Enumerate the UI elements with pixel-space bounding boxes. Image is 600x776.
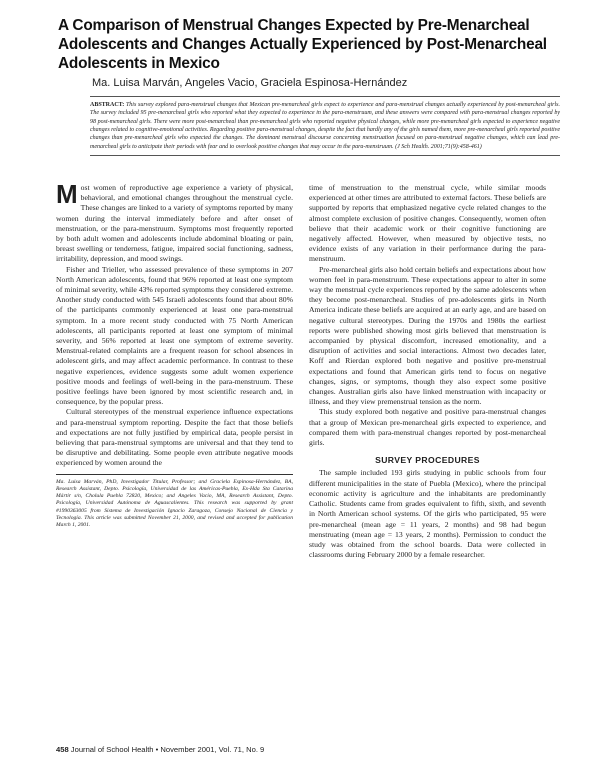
page-number: 458 [56, 745, 69, 754]
author-list: Ma. Luisa Marván, Angeles Vacio, Graciela Espinosa-Hernández [92, 77, 408, 89]
body-paragraph: The sample included 193 girls studying in public schools from four different municipalities in the state of Puebla (Mexico), where the principal economic activity is agriculture and the inhabitants are predominantly Catholic. Students came from grades equivalent to fifth, sixth, and seventh in North American school systems. Of the girls who participated, 95 were pre-menarcheal (mean age = 11 years, 2 months) and 98 had begun menstruating (mean age = 13 years, 2 months). Permission to conduct the study was obtained from the school boards. Data were collected in classrooms during February 2000 by a female researcher. [309, 468, 546, 560]
journal-citation: Journal of School Health • November 2001, Vol. 71, No. 9 [70, 745, 265, 754]
drop-cap: M [56, 179, 78, 209]
intro-paragraph-text: ost women of reproductive age experience a variety of physical, behavioral, and emotional changes throughout the menstrual cycle. These changes are linked to a variety of symptoms reported by many women during the interval immediately before and after onset of menstruation, or the para-menstruum. Symptoms most frequently reported by both adult women and adolescents include abdominal bloating or pain, breast swelling or tenderness, fatigue, impaired social functioning, sadness, irritability, depression, and mood swings. [56, 183, 293, 264]
abstract-text: This survey explored para-menstrual changes that Mexican pre-menarcheal girls expect to experience and para-menstrual changes actually experienced by post-menarcheal girls. The survey included 95 pre-menarcheal girls who reported what they expected to experience in the para-menstruum, and these answers were compared with para-menstrual changes reported by 98 post-menarcheal girls. There were more post-menarcheal than pre-menarcheal girls who reported negative physical changes, while more pre-menarcheal girls expected to experience negative changes related to cognitive-emotional activities. Regarding positive para-menstrual changes, despite the fact that hardly any of the girls named them, more pre-menarcheal girls reported positive changes than pre-menarcheal girls who expected the changes. The dominant menstrual discourse concerning menstruation focused on para-menstrual negative changes, which can lead pre-menarcheal girls to anticipate their periods with fear and to overlook positive changes that may occur in the para-menstruum. (J Sch Health. 2001;71(9):458-461) [90, 102, 560, 150]
body-paragraph: Fisher and Trieller, who assessed prevalence of these symptoms in 207 North American adolescents, found that 96% reported at least one symptom of minimal severity, while 43% reported symptoms they considered extreme. Another study conducted with 545 Israeli adolescents found that about 80% of the participants commonly experienced at least one para-menstrual symptom. In a more recent study conducted with 75 North American adolescents, all participants reported at least one symptom of minimal severity, and 56% reported at least one symptom of extreme severity. Menstrual-related complaints are a frequent reason for school absences in adolescent girls, and may affect academic performance. In contrast to these negative experiences, evidence suggests some adult women experience positive moods and feelings of well-being in the para-menstruum. These positive feelings have been ignored by most scientific research and, in consequence, by the popular press. [56, 264, 293, 407]
page-footer [56, 745, 264, 754]
author-affiliation-footnote: Ma. Luisa Marván, PhD, Investigador Titular, Professor; and Graciela Espinosa-Hernández, BA, Research Assistant, Depto. Psicología, Universidad de las Américas-Puebla, Ex-Hda Sta Catarina Mártir s/n, Cholula Puebla 72820, Mexico; and Angeles Vacio, MA, Research Assistant, Depto. Psicología, Universidad Autónoma de Aguascalientes. This research was supported by grant #1990363005 from Sistema de Investigación Ignacio Zaragoza, Consejo Nacional de Ciencia y Tecnología. This article was submitted November 21, 2000, and revised and accepted for publication March 1, 2001. [56, 478, 293, 528]
footnote-divider [56, 474, 293, 475]
body-paragraph: time of menstruation to the menstrual cycle, while similar moods experienced at other times are attributed to external factors. These beliefs are supported by reports that emphasized negative cycle related changes to the almost complete exclusion of positive changes. Consequently, women often believe that their academic work or their cognitive functioning are negatively affected. However, when measured by objective tests, no evidence exists of any variation in their performance during the para-menstruum. [309, 183, 546, 264]
body-paragraph: Pre-menarcheal girls also hold certain beliefs and expectations about how women feel in para-menstruum. These expectations appear to alter in some way the menstrual cycle experiences reported by the same adolescents when they become post-menarcheal. Studies of pre-adolescents girls in North America indicate these beliefs are acquired at an early age, and are based on negative cultural stereotypes. During the 1970s and 1980s the earliest reports were published showing most girls believed that menstruation is accompanied by physical discomfort, increased emotionality, and a disruption of activities and social interactions. Almost two decades later, Koff and Rierdan explored both negative and positive pre-menstrual expectations and found that American girls tend to focus on negative changes, signs, or symptoms, though they also expect some positive changes. Australian girls also have linked menstruation with incapacity or illness, and they view premenstrual tension as the norm. [309, 264, 546, 407]
section-heading: SURVEY PROCEDURES [375, 455, 480, 466]
abstract-box [90, 96, 560, 156]
right-column [309, 183, 546, 560]
abstract-label: ABSTRACT: [90, 102, 125, 108]
article-title: A Comparison of Menstrual Changes Expected by Pre-Menarcheal Adolescents and Changes Actually Experienced by Post-Menarcheal Adolescents in Mexico [58, 17, 547, 72]
left-column [56, 179, 293, 529]
body-paragraph: Cultural stereotypes of the menstrual experience influence expectations and para-menstrual symptom reporting. Despite the fact that those beliefs and expectations are not fully justified by empirical data, people persist in believing that para-menstrual symptoms are universal and that they tend to be disruptive and debilitating. Some people even attribute negative moods experienced by women around the [56, 407, 293, 468]
intro-paragraph [56, 179, 293, 265]
body-paragraph: This study explored both negative and positive para-menstrual changes that a group of Mexican pre-menarcheal girls expected to experience, and compared them with para-menstrual changes reported by post-menarcheal girls. [309, 407, 546, 448]
